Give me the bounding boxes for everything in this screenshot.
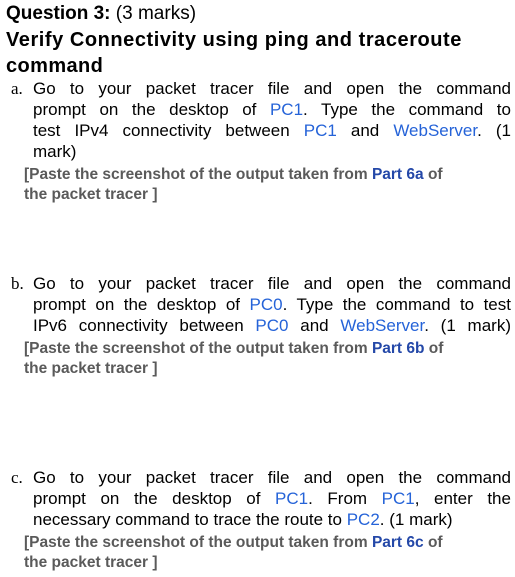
pc-name: PC0 [249,295,283,314]
paste-instruction: [Paste the screenshot of the output taken from Part 6a of [24,166,443,183]
part-reference: Part 6b [371,340,425,357]
paste-instruction: [Paste the screenshot of the output taken from Part 6c of [24,534,443,551]
paste-instruction-line-2: the packet tracer ] [24,186,158,203]
question-title-line-1: Verify Connectivity using ping and traceroute [6,29,462,51]
item-marker: c. [11,468,23,487]
item-text-line-1: Go to your packet tracer file and open the command [33,468,511,487]
pc-name: PC1 [275,489,309,508]
paste-instruction-line-2: the packet tracer ] [24,360,158,377]
part-reference: Part 6a [371,166,424,183]
pc-name: PC1 [381,489,415,508]
pc-name: PC1 [303,121,337,140]
paste-instruction: [Paste the screenshot of the output taken from Part 6b of [24,340,444,357]
part-reference: Part 6c [371,534,424,551]
item-text-line-1: Go to your packet tracer file and open the command [33,274,511,293]
item-text-line-2: prompt on the desktop of PC1. Type the command to [33,100,511,119]
item-text-line-2: prompt on the desktop of PC1. From PC1, enter the [33,489,511,508]
question-number: Question 3: [6,3,111,24]
item-text-line-3: IPv6 connectivity between PC0 and WebServer. (1 mark) [33,316,511,335]
pc-name: PC0 [255,316,289,335]
item-text-line-3: necessary command to trace the route to PC2. (1 mark) [33,510,453,529]
server-name: WebServer [340,316,425,335]
item-marker: b. [11,274,24,293]
paste-instruction-line-2: the packet tracer ] [24,554,158,571]
item-text-line-4: mark) [33,142,77,161]
item-marker: a. [11,79,23,98]
server-name: WebServer [393,121,478,140]
item-text-line-3: test IPv4 connectivity between PC1 and WebServer. (1 [33,121,511,140]
item-text-line-1: Go to your packet tracer file and open the command [33,79,511,98]
question-marks: (3 marks) [115,3,197,24]
item-text-line-2: prompt on the desktop of PC0. Type the command to test [33,295,511,314]
question-title-line-2: command [6,55,104,77]
pc-name: PC1 [269,100,304,119]
question-heading [6,3,196,25]
pc-name: PC2 [346,510,380,529]
